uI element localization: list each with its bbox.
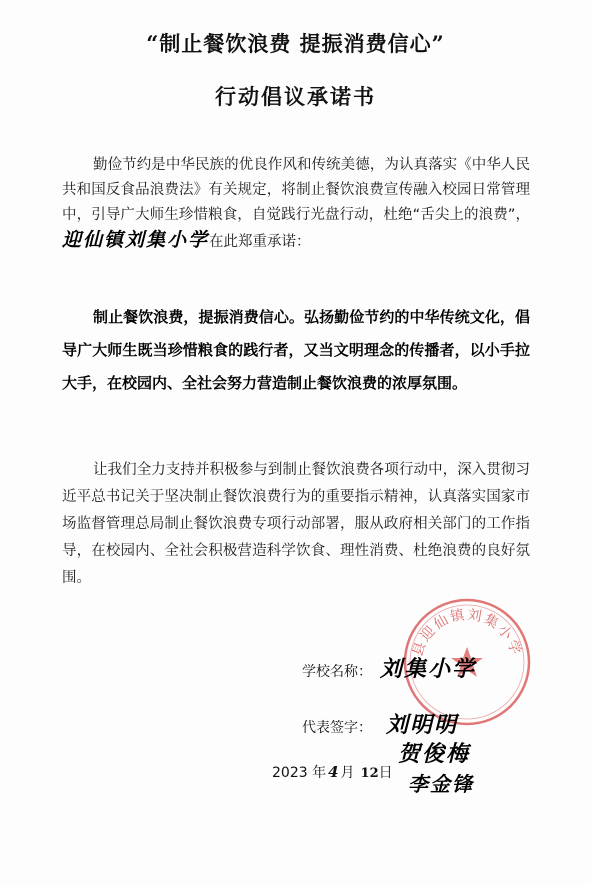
- representative-signature-3: 李金锋: [408, 772, 474, 796]
- date-row: [272, 762, 393, 782]
- representative-label: 代表签字：: [302, 720, 372, 736]
- date-year-unit: 年: [312, 765, 327, 781]
- representative-row: [302, 708, 458, 739]
- date-day: 12: [360, 766, 379, 781]
- paragraph-pledge: 制止餐饮浪费，提振消费信心。弘扬勤俭节约的中华传统文化，倡导广大师生既当珍惜粮食的践行者，又当文明理念的传播者，以小手拉大手，在校园内、全社会努力营造制止餐饮浪费的浓厚氛围。: [62, 308, 530, 392]
- paragraph-intro-suffix: 在此郑重承诺：: [209, 234, 311, 250]
- school-name-signature: 刘集小学: [380, 656, 477, 682]
- document-subtitle: 行动倡议承诺书: [215, 84, 376, 109]
- document-title: “制止餐饮浪费 提振消费信心”: [146, 31, 445, 56]
- school-name-label: 学校名称：: [302, 664, 372, 680]
- school-name-row: [302, 652, 476, 683]
- date-day-unit: 日: [378, 765, 393, 781]
- paragraph-intro-text: 勤俭节约是中华民族的优良作风和传统美德，为认真落实《中华人民共和国反食品浪费法》有关规定，将制止餐饮浪费宣传融入校园日常管理中，引导广大师生珍惜粮食，自觉践行光盘行动，杜绝“舌尖上的浪费”，: [62, 157, 530, 223]
- representative-signature-1: 刘明明: [386, 712, 459, 738]
- paragraph-action: 让我们全力支持并积极参与到制止餐饮浪费各项行动中，深入贯彻习近平总书记关于坚决制止餐饮浪费行为的重要指示精神，认真落实国家市场监督管理总局制止餐饮浪费专项行动部署，服从政府相关部门的工作指导，在校园内、全社会积极营造科学饮食、理性消费、杜绝浪费的良好氛围。: [62, 462, 530, 586]
- representative-signature-2: 贺俊梅: [398, 741, 471, 767]
- paragraph-intro: [62, 153, 530, 255]
- stamp-text: 县迎仙镇刘集小学: [409, 606, 525, 659]
- handwritten-school-name: 迎仙镇刘集小学: [62, 229, 210, 251]
- date-year: 2023: [272, 765, 308, 781]
- date-month-unit: 月: [340, 765, 355, 781]
- date-month: 4: [328, 763, 339, 781]
